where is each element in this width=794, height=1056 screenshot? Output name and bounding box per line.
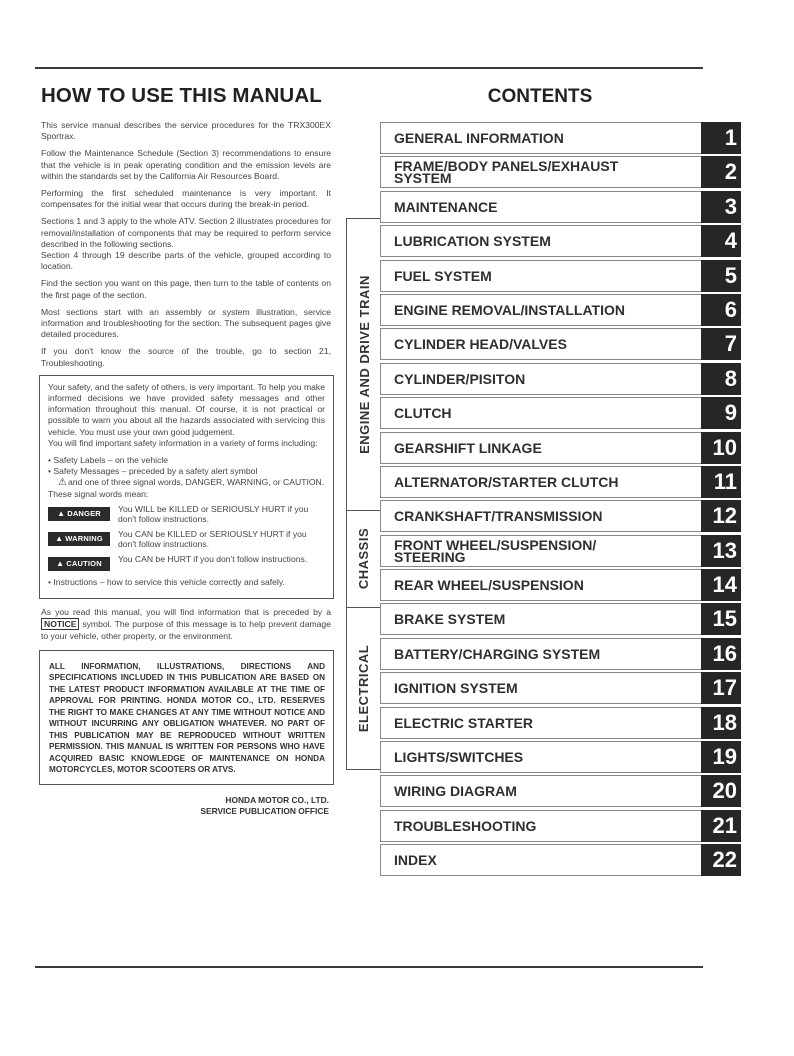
toc-item-number: 9: [701, 397, 741, 429]
notice-paragraph: [41, 607, 331, 642]
toc-item-number: 20: [701, 775, 741, 807]
notice-paragraph-b: symbol. The purpose of this message is to help prevent damage to your vehicle, other property, or the environment.: [41, 619, 331, 641]
toc-item-label: FUEL SYSTEM: [394, 267, 492, 284]
instructions-bullet-list: [48, 577, 325, 588]
toc-item-label: FRAME/BODY PANELS/EXHAUST SYSTEM: [394, 158, 619, 187]
intro-paragraph: This service manual describes the service procedures for the TRX300EX Sportrax.: [41, 120, 331, 142]
legal-notice-text: ALL INFORMATION, ILLUSTRATIONS, DIRECTIONS AND SPECIFICATIONS INCLUDED IN THIS PUBLICATION ARE BASED ON THE LATEST PRODUCT INFORMATION AVAILABLE AT THE TIME OF APPROVAL FOR PRINTING. HONDA MOTOR CO., LTD. RESERVES THE RIGHT TO MAKE CHANGES AT ANY TIME WITHOUT NOTICE AND WITHOUT INCURRING ANY OBLIGATION WHATEVER. NO PART OF THIS PUBLICATION MAY BE REPRODUCED WITHOUT WRITTEN PERMISSION. THIS MANUAL IS WRITTEN FOR PERSONS WHO HAVE ACQUIRED BASIC KNOWLEDGE OF MAINTENANCE ON HONDA MOTORCYCLES, MOTOR SCOOTERS OR ATVS.: [49, 661, 325, 775]
signal-danger: [48, 504, 325, 525]
toc-item-label: ENGINE REMOVAL/INSTALLATION: [394, 301, 625, 318]
toc-item[interactable]: [380, 741, 741, 773]
warning-triangle-icon: ▲: [57, 509, 66, 519]
notice-tag: NOTICE: [41, 618, 79, 630]
top-rule: [35, 67, 703, 69]
caution-word: CAUTION: [66, 559, 102, 569]
toc-item-number: 21: [701, 810, 741, 842]
toc-item[interactable]: [380, 294, 741, 326]
toc-item-number: 16: [701, 638, 741, 670]
first-maintenance-paragraph: Performing the first scheduled maintenance is very important. It compensates for the initial wear that occurs during the break-in period.: [41, 188, 331, 210]
bullet-safety-messages: [48, 466, 325, 500]
troubleshooting-paragraph: If you don't know the source of the trouble, go to section 21, Troubleshooting.: [41, 346, 331, 368]
danger-meaning: You WILL be KILLED or SERIOUSLY HURT if you don't follow instructions.: [118, 503, 309, 525]
table-of-contents: [380, 122, 741, 879]
section-group-label: [347, 219, 381, 510]
find-section-paragraph: Find the section you want on this page, then turn to the table of contents on the first page of the section.: [41, 278, 331, 300]
section-group-text: CHASSIS: [356, 528, 372, 590]
sections-paragraph: Sections 1 and 3 apply to the whole ATV. Section 2 illustrates procedures for removal/installation of components that may be required to perform service described in the following sections.: [41, 216, 331, 249]
toc-item-number: 15: [701, 603, 741, 635]
toc-item-label: IGNITION SYSTEM: [394, 680, 518, 697]
toc-item-label: CRANKSHAFT/TRANSMISSION: [394, 508, 603, 525]
toc-item[interactable]: [380, 156, 741, 188]
toc-item-number: 13: [701, 535, 741, 567]
toc-item-number: 2: [701, 156, 741, 188]
toc-item-label: LIGHTS/SWITCHES: [394, 749, 524, 766]
toc-item-label: BATTERY/CHARGING SYSTEM: [394, 645, 601, 662]
toc-item[interactable]: [380, 569, 741, 601]
toc-item-number: 14: [701, 569, 741, 601]
toc-item-label: INDEX: [394, 852, 437, 869]
bullet-safety-messages-a: • Safety Messages – preceded by a safety alert symbol: [48, 466, 258, 477]
toc-item[interactable]: [380, 535, 741, 567]
toc-item[interactable]: [380, 603, 741, 635]
section-group: [346, 510, 381, 608]
toc-item[interactable]: [380, 225, 741, 257]
toc-item-label: CLUTCH: [394, 405, 452, 422]
toc-item[interactable]: [380, 775, 741, 807]
toc-item-number: 10: [701, 432, 741, 464]
toc-item-number: 6: [701, 294, 741, 326]
section-group-text: ELECTRICAL: [356, 644, 372, 733]
toc-item[interactable]: [380, 328, 741, 360]
safety-forms-intro: You will find important safety information in a variety of forms including:: [48, 437, 318, 448]
section-grouping-paragraph: Section 4 through 19 describe parts of the vehicle, grouped according to location.: [41, 250, 331, 272]
section-group-label: [347, 608, 381, 769]
section-group-label: [347, 511, 381, 607]
warning-triangle-icon: ▲: [55, 534, 64, 544]
toc-item-number: 19: [701, 741, 741, 773]
warning-word: WARNING: [65, 534, 103, 544]
danger-badge: [48, 507, 110, 521]
toc-item-number: 17: [701, 672, 741, 704]
toc-item[interactable]: [380, 672, 741, 704]
how-to-use-section: [41, 84, 331, 818]
bullet-instructions: • Instructions – how to service this vehicle correctly and safely.: [48, 576, 285, 587]
toc-item-number: 1: [701, 122, 741, 154]
toc-item-label: FRONT WHEEL/SUSPENSION/ STEERING: [394, 536, 597, 565]
toc-item-number: 4: [701, 225, 741, 257]
toc-item-number: 3: [701, 191, 741, 223]
section-group-text: ENGINE AND DRIVE TRAIN: [356, 275, 372, 454]
signal-caution: [48, 554, 325, 571]
warning-triangle-icon: ▲: [56, 559, 65, 569]
toc-item[interactable]: [380, 191, 741, 223]
publisher-office: SERVICE PUBLICATION OFFICE: [200, 806, 329, 817]
toc-item-number: 7: [701, 328, 741, 360]
toc-item[interactable]: [380, 432, 741, 464]
publisher-company: HONDA MOTOR CO., LTD.: [225, 794, 329, 805]
toc-item[interactable]: [380, 363, 741, 395]
section-structure-paragraph: Most sections start with an assembly or system illustration, service information and troubleshooting for the section. The subsequent pages give detailed procedures.: [41, 306, 331, 340]
toc-item[interactable]: [380, 810, 741, 842]
toc-item[interactable]: [380, 466, 741, 498]
toc-item[interactable]: [380, 397, 741, 429]
toc-item-number: 5: [701, 260, 741, 292]
toc-item[interactable]: [380, 500, 741, 532]
toc-item-label: CYLINDER/PISITON: [394, 370, 526, 387]
toc-item-number: 18: [701, 707, 741, 739]
publisher: [41, 795, 329, 818]
how-to-use-title: HOW TO USE THIS MANUAL: [41, 84, 322, 107]
safety-bullets: [48, 455, 325, 500]
toc-item-label: CYLINDER HEAD/VALVES: [394, 336, 567, 353]
danger-word: DANGER: [67, 509, 101, 519]
maintenance-paragraph: Follow the Maintenance Schedule (Section 3) recommendations to ensure that the vehicle is in peak operating condition and the emission levels are within the standards set by the California Air Resources Board.: [41, 148, 331, 181]
section-group: [346, 218, 381, 511]
toc-item-number: 8: [701, 363, 741, 395]
toc-item-label: WIRING DIAGRAM: [394, 783, 517, 800]
warning-badge: [48, 532, 110, 546]
toc-item-label: GEARSHIFT LINKAGE: [394, 439, 542, 456]
legal-notice-box: [39, 650, 334, 785]
toc-item[interactable]: [380, 260, 741, 292]
toc-item-label: LUBRICATION SYSTEM: [394, 233, 551, 250]
toc-item-label: TROUBLESHOOTING: [394, 817, 537, 834]
toc-item-label: MAINTENANCE: [394, 198, 498, 215]
toc-item[interactable]: [380, 707, 741, 739]
toc-item[interactable]: [380, 122, 741, 154]
toc-item-label: BRAKE SYSTEM: [394, 611, 506, 628]
bottom-rule: [35, 966, 703, 968]
toc-item-number: 22: [701, 844, 741, 876]
safety-intro: Your safety, and the safety of others, is very important. To help you make informed decisions we have provided safety messages and other information throughout this manual. Of course, it is not practical or possible to warn you about all the hazards associated with servicing this vehicle. You must use your own good judgement.: [48, 381, 325, 437]
signal-warning: [48, 529, 325, 550]
safety-info-box: [39, 375, 334, 599]
toc-item-label: ELECTRIC STARTER: [394, 714, 533, 731]
contents-title: CONTENTS: [487, 86, 593, 107]
safety-alert-icon: ⚠: [58, 477, 67, 489]
caution-badge: [48, 557, 110, 571]
toc-item[interactable]: [380, 638, 741, 670]
warning-meaning: You CAN be KILLED or SERIOUSLY HURT if you don't follow instructions.: [118, 528, 307, 550]
notice-paragraph-a: As you read this manual, you will find information that is preceded by a: [41, 607, 331, 618]
toc-item-label: GENERAL INFORMATION: [394, 130, 564, 146]
toc-item-label: ALTERNATOR/STARTER CLUTCH: [394, 473, 619, 490]
toc-item-number: 12: [701, 500, 741, 532]
caution-meaning: You CAN be HURT if you don't follow instructions.: [118, 553, 308, 564]
toc-item-number: 11: [701, 466, 741, 498]
toc-item-label: REAR WHEEL/SUSPENSION: [394, 577, 584, 594]
section-group: [346, 607, 381, 770]
bullet-safety-messages-b: and one of three signal words, DANGER, WARNING, or CAUTION. These signal words mean:: [48, 477, 325, 499]
toc-item[interactable]: [380, 844, 741, 876]
bullet-safety-labels: • Safety Labels – on the vehicle: [48, 455, 169, 466]
